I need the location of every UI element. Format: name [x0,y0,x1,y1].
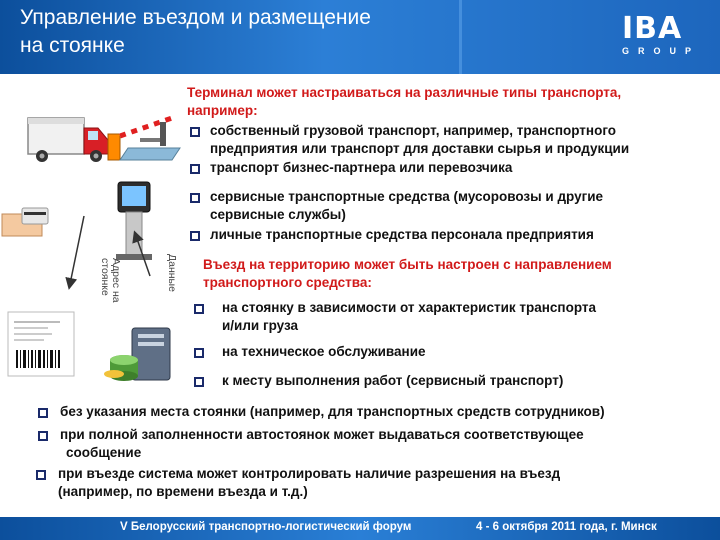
bottom-item-2-line2: сообщение [66,445,142,460]
header-bar [0,0,720,74]
address-label: Адрес на стоянке [99,258,122,303]
bullet-icon [190,231,200,241]
kiosk-terminal-icon [116,182,152,260]
page-title-line1: Управление въездом и размещение [20,6,371,29]
page-title-line2: на стоянке [20,34,125,57]
entry-item-1-line1: на стоянку в зависимости от характеристик транспорта [222,300,597,315]
bottom-item-2 [60,426,584,462]
terminal-item-1-line1: собственный грузовой транспорт, например, транспортного [210,123,617,138]
parking-ticket-icon [8,312,74,376]
terminal-item-3-line1: сервисные транспортные средства (мусоровозы и другие [210,189,604,204]
terminal-intro-line1: Терминал может настраиваться на различные типы транспорта, [187,85,622,100]
footer-event-name: V Белорусский транспортно-логистический форум [120,521,412,533]
bullet-icon [190,127,200,137]
terminal-item-1-line2: предприятия или транспорт для доставки сырья и продукции [210,141,630,156]
entry-item-2-line1: на техническое обслуживание [222,344,426,359]
bullet-icon [194,348,204,358]
bottom-item-3-line1: при въезде система может контролировать наличие разрешения на въезд [58,466,561,481]
data-label: Данные [166,254,178,292]
bottom-item-2-line1: при полной заполненности автостоянок может выдаваться соответствующее [60,427,584,442]
terminal-intro [187,84,621,120]
bottom-item-1 [60,403,605,421]
terminal-item-4-line1: личные транспортные средства персонала предприятия [210,227,594,242]
header-divider [459,0,462,74]
bottom-item-3 [58,465,560,501]
terminal-item-3 [210,188,603,224]
bullet-icon [38,408,48,418]
terminal-intro-line2: например: [187,103,258,118]
entry-item-3-line1: к месту выполнения работ (сервисный транспорт) [222,373,564,388]
logo-sub: GROUP [622,46,701,56]
bullet-icon [38,431,48,441]
bottom-item-3-line2: (например, по времени въезда и т.д.) [58,484,308,499]
footer-event-date: 4 - 6 октября 2011 года, г. Минск [476,521,657,533]
entry-item-2 [222,343,426,361]
entry-heading [203,256,612,292]
entry-item-3 [222,372,563,390]
entry-item-1-line2: и/или груза [222,318,299,333]
terminal-item-2-line1: транспорт бизнес-партнера или перевозчика [210,160,513,175]
terminal-item-1 [210,122,629,158]
card-hand-icon [2,208,48,236]
bullet-icon [190,193,200,203]
server-database-icon [104,328,170,381]
logo-word: IBA [622,11,683,46]
footer-bar [0,517,720,540]
flow-arrow-down [70,216,84,284]
bullet-icon [36,470,46,480]
entry-heading-line2: транспортного средства: [203,275,372,290]
entry-item-1 [222,299,596,335]
barrier-gate-icon [108,118,180,160]
illustration-panel [0,76,200,396]
terminal-item-2 [210,159,512,177]
bullet-icon [194,304,204,314]
terminal-item-3-line2: сервисные службы) [210,207,346,222]
page-title [20,4,371,60]
entry-heading-line1: Въезд на территорию может быть настроен с направлением [203,257,612,272]
terminal-item-4 [210,226,594,244]
bullet-icon [194,377,204,387]
truck-icon [28,118,108,162]
bullet-icon [190,164,200,174]
bottom-item-1-line1: без указания места стоянки (например, для транспортных средств сотрудников) [60,404,605,419]
iba-group-logo [622,11,701,60]
